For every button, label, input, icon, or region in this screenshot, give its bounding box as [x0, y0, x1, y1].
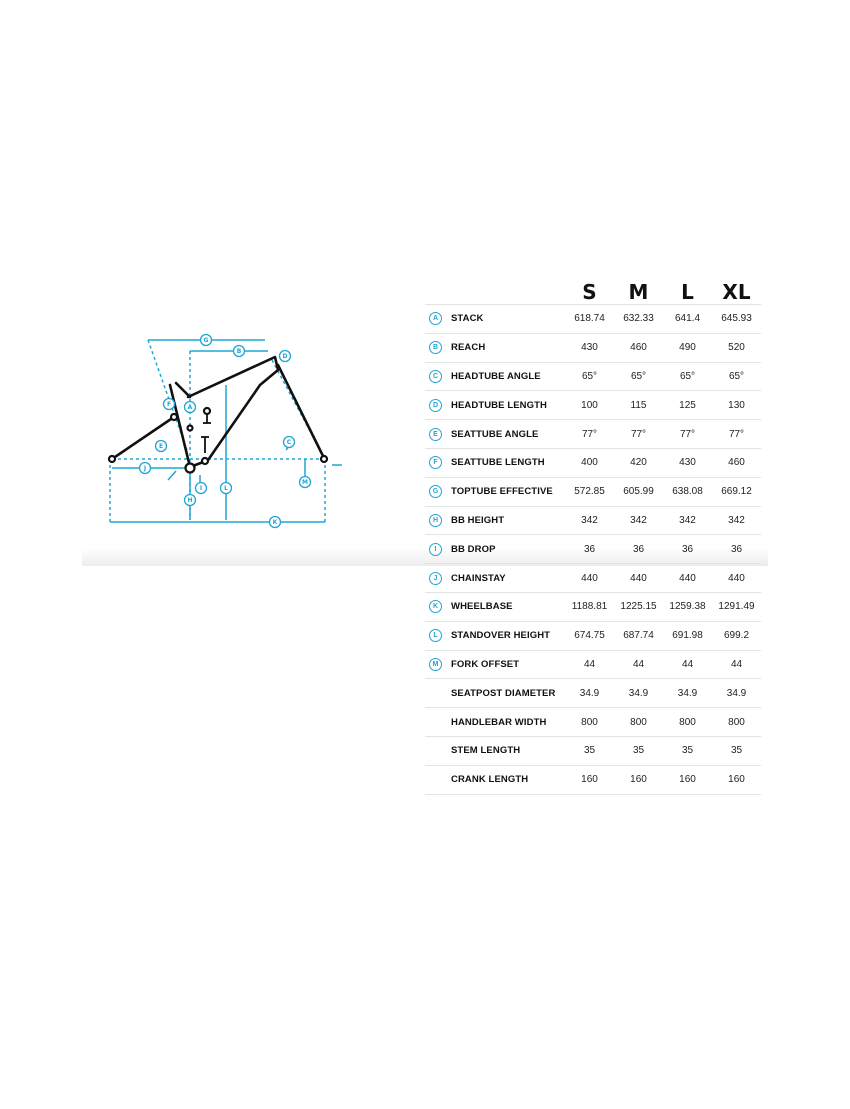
frame-diagram-svg — [100, 325, 350, 535]
marker-c-text: C — [286, 439, 292, 447]
measurement-cell — [425, 679, 565, 708]
top-and-down-tube — [188, 357, 278, 463]
measurement-value: 638.08 — [663, 477, 712, 506]
measurement-value: 77° — [565, 420, 614, 449]
measurement-value: 1225.15 — [614, 592, 663, 621]
measurement-letter-badge: H — [429, 514, 442, 527]
geometry-row — [425, 506, 761, 535]
measurement-label: CRANK LENGTH — [451, 774, 529, 786]
measurement-value: 160 — [565, 765, 614, 794]
measurement-value: 1259.38 — [663, 592, 712, 621]
measurement-letter-badge: F — [429, 456, 442, 469]
measurement-value: 572.85 — [565, 477, 614, 506]
measurement-value: 800 — [614, 708, 663, 737]
measurement-label: BB HEIGHT — [451, 514, 505, 526]
measurement-letter-badge: G — [429, 485, 442, 498]
measurement-label: HANDLEBAR WIDTH — [451, 716, 547, 728]
measurement-label: FORK OFFSET — [451, 658, 520, 670]
geometry-row — [425, 535, 761, 564]
measurement-cell — [425, 592, 565, 621]
measurement-value: 800 — [565, 708, 614, 737]
measurement-value: 1291.49 — [712, 592, 761, 621]
measurement-cell — [425, 765, 565, 794]
geometry-row — [425, 391, 761, 420]
measurement-value: 641.4 — [663, 305, 712, 334]
marker-f-text: F — [166, 401, 172, 409]
measurement-value: 800 — [663, 708, 712, 737]
badge-spacer — [429, 716, 442, 729]
measurement-label: STACK — [451, 313, 484, 325]
seat-angle-arrow — [168, 471, 176, 480]
front-axle-dot — [321, 456, 327, 462]
measurement-value: 687.74 — [614, 621, 663, 650]
measurement-label: HEADTUBE ANGLE — [451, 370, 541, 382]
marker-m-text: M — [302, 479, 308, 487]
measurement-label: SEATPOST DIAMETER — [451, 687, 556, 699]
measurement-label: REACH — [451, 342, 486, 354]
measurement-letter-badge: K — [429, 600, 442, 613]
measurement-value: 65° — [663, 362, 712, 391]
measurement-label: BB DROP — [451, 543, 496, 555]
measurement-value: 800 — [712, 708, 761, 737]
measurement-value: 440 — [614, 564, 663, 593]
geometry-row — [425, 765, 761, 794]
measurement-value: 35 — [614, 736, 663, 765]
measurement-value: 36 — [565, 535, 614, 564]
geometry-row — [425, 708, 761, 737]
measurement-value: 645.93 — [712, 305, 761, 334]
measurement-letter-badge: E — [429, 428, 442, 441]
geometry-row — [425, 333, 761, 362]
header-blank — [425, 272, 565, 305]
size-header-row — [425, 272, 761, 305]
geometry-row — [425, 650, 761, 679]
measurement-value: 691.98 — [663, 621, 712, 650]
measurement-value: 632.33 — [614, 305, 663, 334]
measurement-cell — [425, 736, 565, 765]
seat-collar — [176, 383, 190, 397]
measurement-value: 35 — [712, 736, 761, 765]
measurement-value: 65° — [565, 362, 614, 391]
geometry-row — [425, 621, 761, 650]
measurement-cell — [425, 391, 565, 420]
measurement-letter-badge: A — [429, 312, 442, 325]
measurement-cell — [425, 333, 565, 362]
measurement-value: 160 — [614, 765, 663, 794]
measurement-value: 77° — [663, 420, 712, 449]
badge-spacer — [429, 687, 442, 700]
marker-g-text: G — [203, 337, 209, 345]
measurement-letter-badge: M — [429, 658, 442, 671]
measurement-value: 34.9 — [614, 679, 663, 708]
measurement-letter-badge: D — [429, 399, 442, 412]
measurement-label: SEATTUBE ANGLE — [451, 428, 539, 440]
link-dot — [188, 426, 193, 431]
measurement-value: 674.75 — [565, 621, 614, 650]
measurement-label: STEM LENGTH — [451, 745, 521, 757]
measurement-value: 77° — [712, 420, 761, 449]
geometry-row — [425, 305, 761, 334]
measurement-value: 44 — [565, 650, 614, 679]
measurement-value: 65° — [614, 362, 663, 391]
measurement-value: 36 — [712, 535, 761, 564]
geometry-row — [425, 362, 761, 391]
measurement-value: 430 — [663, 448, 712, 477]
size-header: S — [582, 280, 597, 304]
measurement-value: 440 — [663, 564, 712, 593]
measurement-value: 34.9 — [663, 679, 712, 708]
measurement-cell — [425, 650, 565, 679]
diagram-markers — [140, 335, 311, 528]
marker-a-text: A — [187, 404, 193, 412]
measurement-cell — [425, 564, 565, 593]
measurement-value: 430 — [565, 333, 614, 362]
marker-k-text: K — [272, 519, 278, 527]
measurement-cell — [425, 506, 565, 535]
geometry-row — [425, 477, 761, 506]
marker-d-text: D — [282, 353, 288, 361]
badge-spacer — [429, 744, 442, 757]
measurement-cell — [425, 477, 565, 506]
measurement-value: 460 — [614, 333, 663, 362]
measurement-value: 100 — [565, 391, 614, 420]
measurement-value: 44 — [663, 650, 712, 679]
geometry-row — [425, 420, 761, 449]
measurement-value: 605.99 — [614, 477, 663, 506]
size-header: XL — [722, 280, 751, 304]
measurement-letter-badge: C — [429, 370, 442, 383]
measurement-value: 77° — [614, 420, 663, 449]
seat-stay — [112, 417, 174, 459]
size-header: L — [681, 280, 694, 304]
measurement-cell — [425, 362, 565, 391]
frame-outline — [112, 357, 324, 467]
measurement-value: 44 — [712, 650, 761, 679]
marker-j-text: J — [143, 465, 147, 473]
measurement-letter-badge: I — [429, 543, 442, 556]
measurement-label: SEATTUBE LENGTH — [451, 457, 545, 469]
badge-spacer — [429, 773, 442, 786]
measurement-value: 1188.81 — [565, 592, 614, 621]
measurement-value: 490 — [663, 333, 712, 362]
geometry-table — [425, 272, 761, 795]
measurement-value: 618.74 — [565, 305, 614, 334]
measurement-value: 699.2 — [712, 621, 761, 650]
pivot-dot — [202, 458, 208, 464]
measurement-value: 65° — [712, 362, 761, 391]
measurement-cell — [425, 535, 565, 564]
measurement-value: 36 — [663, 535, 712, 564]
geometry-row — [425, 679, 761, 708]
measurement-value: 35 — [565, 736, 614, 765]
shock-mount-dot — [204, 408, 210, 414]
measurement-letter-badge: J — [429, 572, 442, 585]
stay-pivot-dot — [171, 414, 177, 420]
marker-i-text: I — [199, 485, 203, 493]
size-header: M — [628, 280, 649, 304]
measurement-label: CHAINSTAY — [451, 572, 506, 584]
measurement-value: 34.9 — [565, 679, 614, 708]
measurement-value: 44 — [614, 650, 663, 679]
marker-l-text: L — [224, 485, 228, 493]
bottom-bracket-dot — [186, 464, 195, 473]
measurement-value: 342 — [712, 506, 761, 535]
measurement-value: 342 — [565, 506, 614, 535]
measurement-value: 342 — [614, 506, 663, 535]
measurement-value: 342 — [663, 506, 712, 535]
measurement-cell — [425, 708, 565, 737]
measurement-value: 669.12 — [712, 477, 761, 506]
measurement-letter-badge: B — [429, 341, 442, 354]
geometry-row — [425, 448, 761, 477]
measurement-value: 115 — [614, 391, 663, 420]
measurement-letter-badge: L — [429, 629, 442, 642]
measurement-value: 35 — [663, 736, 712, 765]
geometry-row — [425, 736, 761, 765]
rear-axle-dot — [109, 456, 115, 462]
frame-geometry-diagram — [100, 325, 350, 535]
measurement-value: 160 — [663, 765, 712, 794]
marker-b-text: B — [236, 348, 242, 356]
measurement-value: 520 — [712, 333, 761, 362]
measurement-cell — [425, 621, 565, 650]
measurement-label: STANDOVER HEIGHT — [451, 630, 551, 642]
geometry-row — [425, 564, 761, 593]
measurement-value: 36 — [614, 535, 663, 564]
measurement-cell — [425, 305, 565, 334]
measurement-value: 400 — [565, 448, 614, 477]
measurement-value: 460 — [712, 448, 761, 477]
measurement-cell — [425, 448, 565, 477]
measurement-value: 420 — [614, 448, 663, 477]
measurement-value: 130 — [712, 391, 761, 420]
measurement-label: TOPTUBE EFFECTIVE — [451, 486, 553, 498]
geometry-row — [425, 592, 761, 621]
measurement-value: 34.9 — [712, 679, 761, 708]
measurement-label: WHEELBASE — [451, 601, 513, 613]
measurement-value: 440 — [712, 564, 761, 593]
marker-e-text: E — [158, 443, 164, 451]
measurement-value: 160 — [712, 765, 761, 794]
measurement-value: 125 — [663, 391, 712, 420]
measurement-cell — [425, 420, 565, 449]
marker-h-text: H — [187, 497, 193, 505]
measurement-value: 440 — [565, 564, 614, 593]
measurement-label: HEADTUBE LENGTH — [451, 399, 547, 411]
